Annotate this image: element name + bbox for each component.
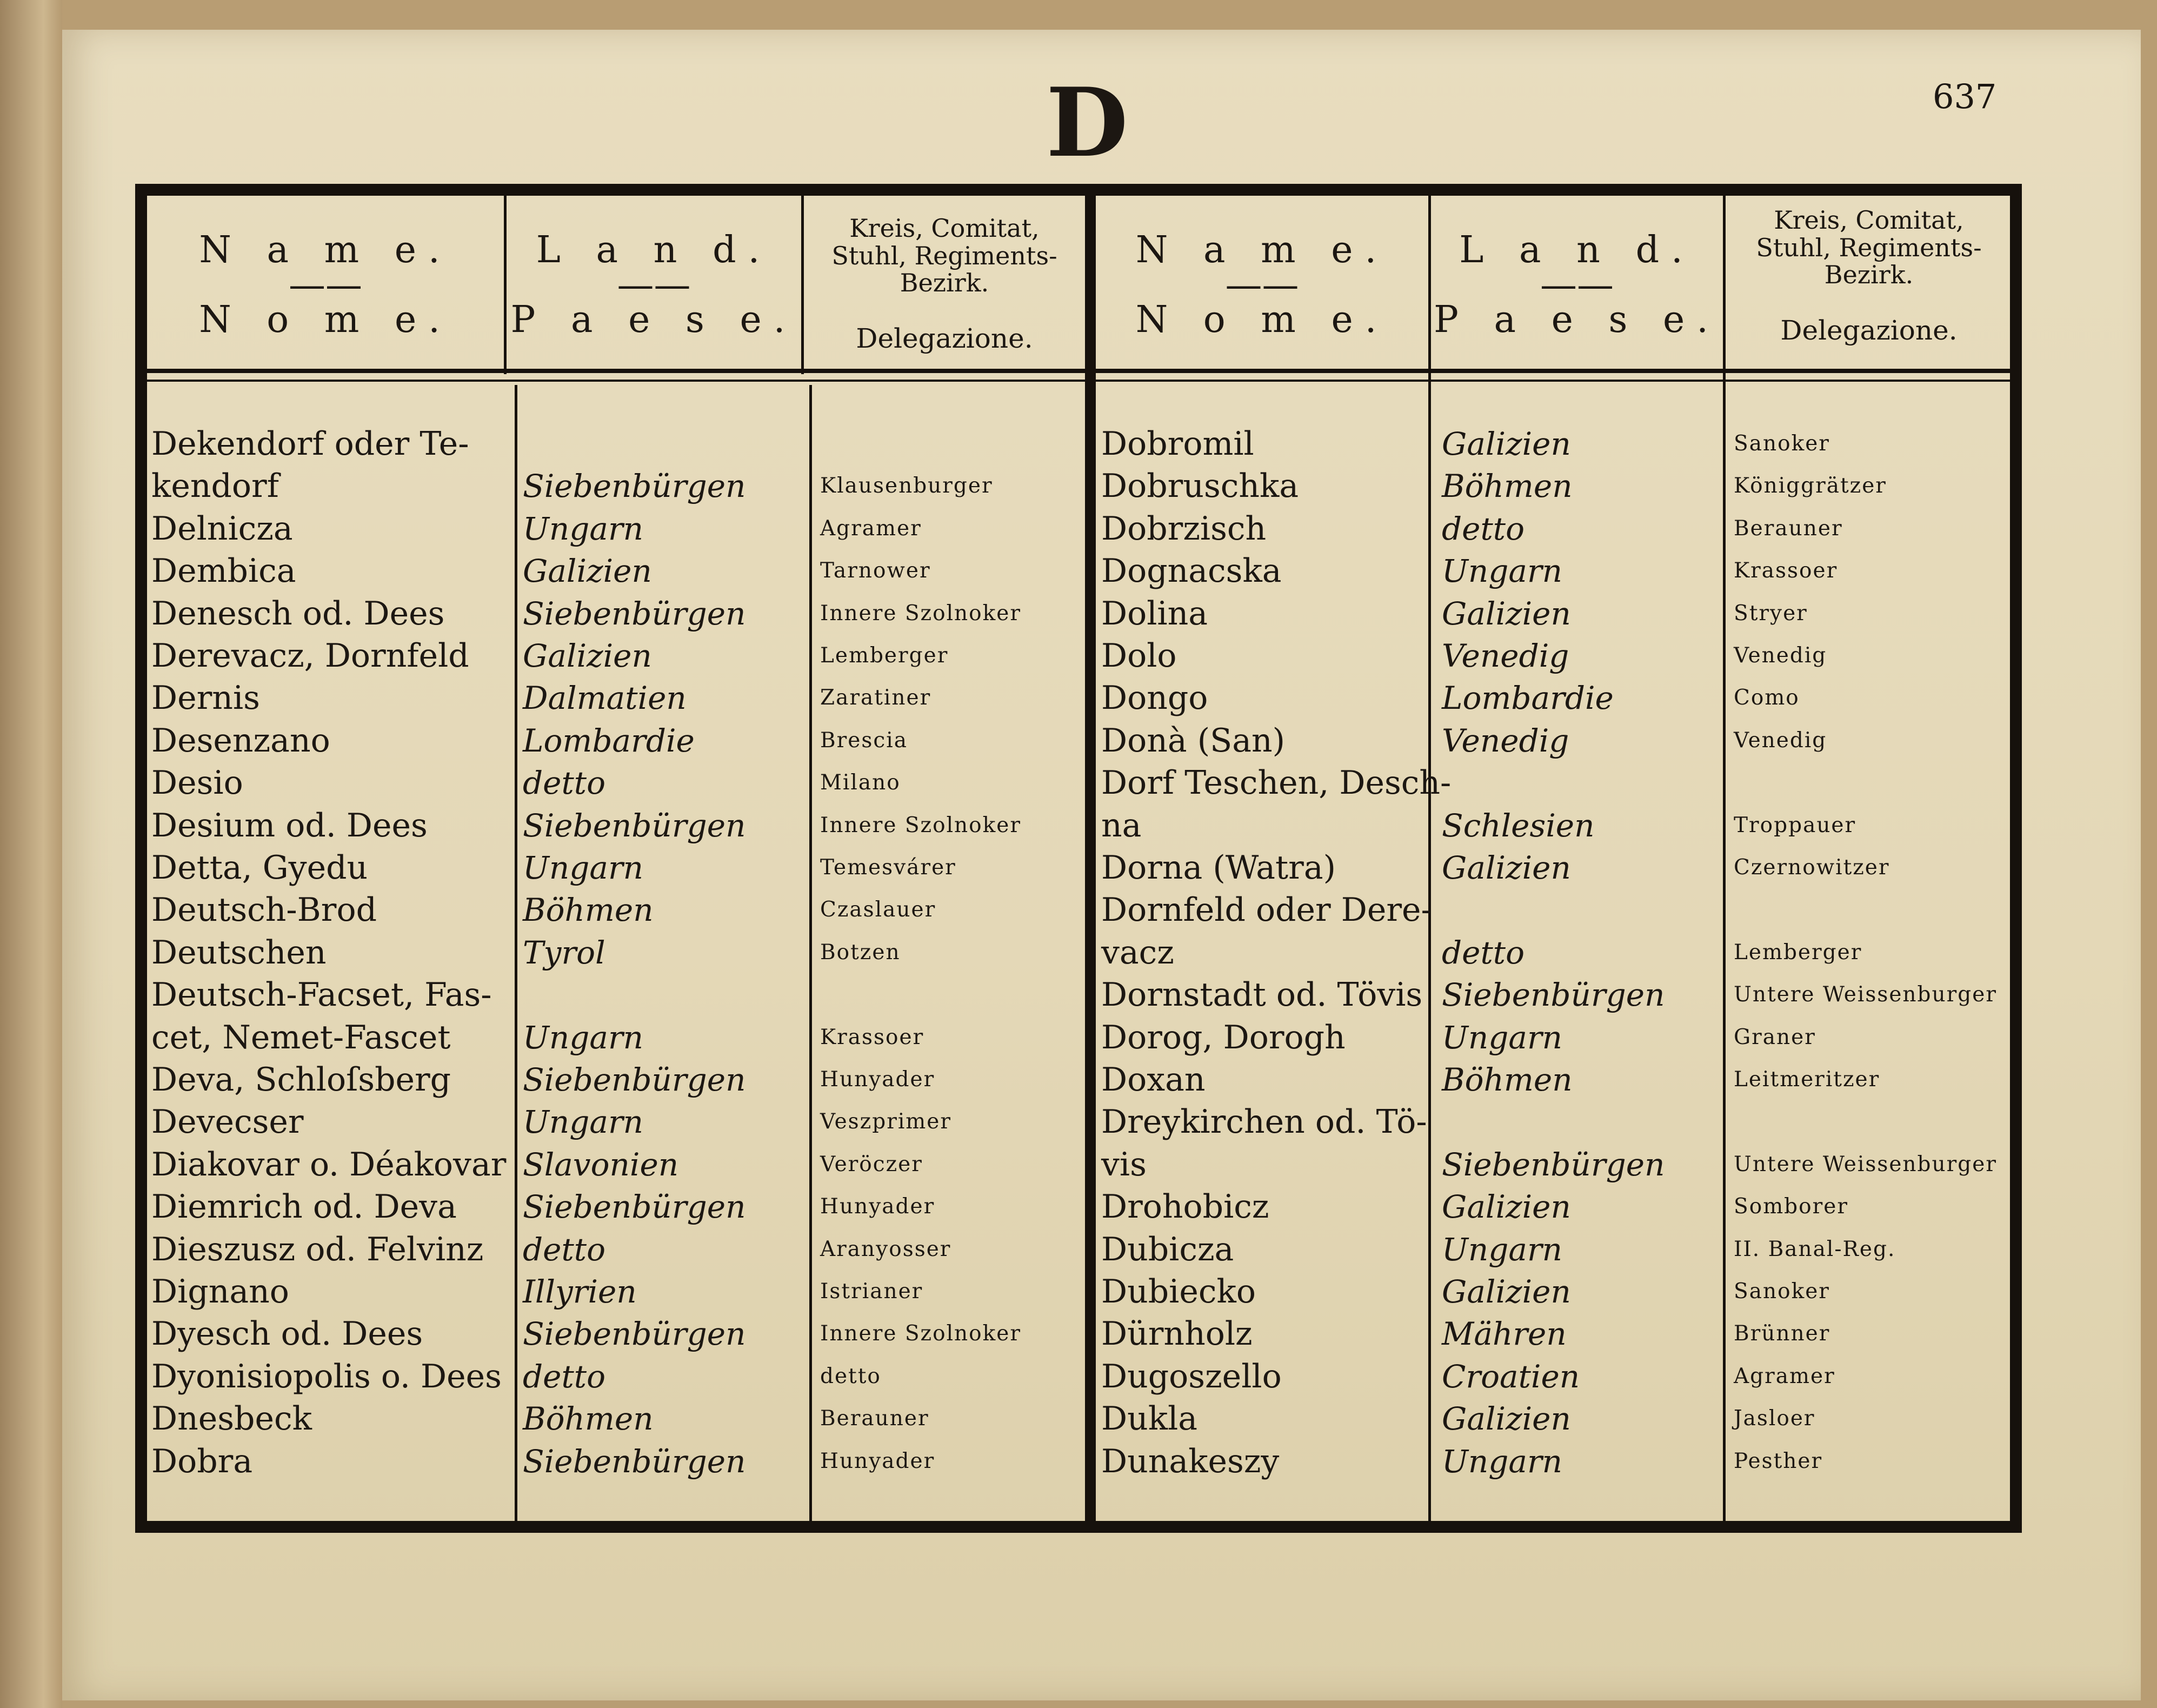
cell-kreis: Untere Weissenburger <box>1734 1152 1997 1177</box>
table-row <box>147 1228 2010 1271</box>
cell-name: Dobrzisch <box>1101 509 1267 548</box>
cell-land: Tyrol <box>523 934 605 971</box>
cell-land: Galizien <box>1442 849 1571 886</box>
cell-name: Desio <box>151 764 243 802</box>
cell-land: Croatien <box>1442 1358 1580 1395</box>
cell-land: Siebenbürgen <box>523 1061 746 1098</box>
cell-kreis: Temesvárer <box>820 855 956 880</box>
cell-kreis: Istrianer <box>820 1279 923 1304</box>
table-row <box>147 1059 2010 1101</box>
header-name <box>1096 228 1428 342</box>
header-dash: —— <box>1540 263 1614 307</box>
table-row <box>147 508 2010 550</box>
cell-name: Dorna (Watra) <box>1101 849 1336 887</box>
cell-kreis: Krassoer <box>1734 559 1838 583</box>
cell-name: vis <box>1101 1145 1147 1184</box>
header-kreis-line3: Bezirk. <box>1824 260 1914 290</box>
table-row <box>147 593 2010 635</box>
cell-land: Ungarn <box>523 510 644 547</box>
cell-name: Dorog, Dorogh <box>1101 1018 1346 1056</box>
cell-land: Galizien <box>523 553 652 590</box>
cell-name: Dongo <box>1101 679 1208 717</box>
cell-name: Dobra <box>151 1442 253 1480</box>
table-row <box>147 1144 2010 1186</box>
cell-kreis: Sanoker <box>1734 1279 1830 1304</box>
header-name-it: N o m e. <box>1135 298 1389 342</box>
cell-kreis: Innere Szolnoker <box>820 601 1022 626</box>
cell-kreis: Hunyader <box>820 1194 935 1219</box>
cell-name: Detta, Gyedu <box>151 849 368 887</box>
cell-name: Denesch od. Dees <box>151 594 445 633</box>
table-row <box>147 1313 2010 1355</box>
header-kreis-line1: Kreis, Comitat, <box>849 214 1040 243</box>
header-dash: —— <box>617 263 691 307</box>
header-land-de: L a n d. <box>1459 229 1695 271</box>
table-row <box>147 1186 2010 1228</box>
table-row <box>147 423 2010 465</box>
table-row <box>147 847 2010 889</box>
header-name <box>147 228 504 342</box>
header-kreis-it: Delegazione. <box>1780 314 1958 346</box>
cell-kreis: Venedig <box>1734 643 1827 668</box>
cell-land: detto <box>1442 934 1524 971</box>
header-kreis-line2: Stuhl, Regiments- <box>1756 232 1982 262</box>
cell-kreis: Zaratiner <box>820 686 931 710</box>
cell-land: Siebenbürgen <box>523 1443 746 1480</box>
cell-land: Lombardie <box>1442 680 1614 717</box>
cell-name: Donà (San) <box>1101 721 1286 760</box>
cell-kreis: Czernowitzer <box>1734 855 1890 880</box>
table-row <box>147 465 2010 507</box>
cell-kreis: Aranyosser <box>820 1237 951 1261</box>
cell-name: na <box>1101 806 1142 845</box>
table-row <box>147 889 2010 931</box>
cell-kreis: Berauner <box>820 1406 929 1431</box>
cell-land: Galizien <box>1442 1188 1571 1226</box>
cell-kreis: Jasloer <box>1734 1406 1815 1431</box>
cell-name: Dubiecko <box>1101 1273 1256 1311</box>
table-row <box>147 677 2010 719</box>
cell-kreis: Leitmeritzer <box>1734 1067 1880 1092</box>
cell-name: Deutsch-Facset, Fas- <box>151 976 492 1014</box>
cell-land: Siebenbürgen <box>523 1188 746 1226</box>
cell-name: Diemrich od. Deva <box>151 1188 457 1226</box>
cell-kreis: Milano <box>820 770 901 795</box>
header-kreis-line3: Bezirk. <box>900 268 989 298</box>
table-row <box>147 974 2010 1016</box>
table-row <box>147 762 2010 804</box>
cell-name: Deva, Schloſsberg <box>151 1061 451 1099</box>
cell-land: detto <box>523 1231 605 1268</box>
cell-name: Dieszusz od. Felvinz <box>151 1230 484 1268</box>
cell-land: Galizien <box>1442 1400 1571 1438</box>
cell-name: Dunakeszy <box>1101 1442 1280 1480</box>
cell-kreis: Venedig <box>1734 728 1827 753</box>
cell-land: Slavonien <box>523 1146 679 1183</box>
cell-kreis: Como <box>1734 686 1800 710</box>
header-dash: —— <box>1225 263 1299 307</box>
cell-land: Siebenbürgen <box>1442 1146 1665 1183</box>
cell-kreis: Krassoer <box>820 1025 924 1049</box>
cell-land: Ungarn <box>523 849 644 886</box>
cell-name: Dornfeld oder Dere- <box>1101 891 1432 929</box>
cell-land: Schlesien <box>1442 807 1595 844</box>
cell-kreis: Graner <box>1734 1025 1816 1049</box>
cell-land: Galizien <box>1442 426 1571 462</box>
cell-kreis: Troppauer <box>1734 813 1856 838</box>
table-row <box>147 1101 2010 1143</box>
cell-land: detto <box>523 765 605 802</box>
header-land-it: P a e s e. <box>510 298 797 342</box>
cell-name: Dembica <box>151 552 296 590</box>
page-number: 637 <box>1933 77 1997 116</box>
table-row <box>147 805 2010 847</box>
section-letter: D <box>1046 68 1128 178</box>
cell-name: Deutschen <box>151 933 327 972</box>
header-land-de: L a n d. <box>536 229 772 271</box>
cell-land: Illyrien <box>523 1273 637 1310</box>
header-name-de: N a m e. <box>199 229 452 271</box>
cell-land: Dalmatien <box>523 680 687 717</box>
cell-name: Dürnholz <box>1101 1315 1253 1353</box>
cell-name: Dyonisiopolis o. Dees <box>151 1357 502 1395</box>
cell-land: Böhmen <box>523 1400 654 1438</box>
cell-kreis: Berauner <box>1734 516 1843 541</box>
cell-kreis: detto <box>820 1364 881 1388</box>
cell-name: Dreykirchen od. Tö- <box>1101 1103 1427 1141</box>
cell-name: Dorf Teschen, Desch- <box>1101 764 1452 802</box>
cell-land: Ungarn <box>1442 553 1563 590</box>
table-row <box>147 720 2010 762</box>
cell-kreis: Brescia <box>820 728 908 753</box>
cell-land: Siebenbürgen <box>523 807 746 844</box>
cell-land: Siebenbürgen <box>523 468 746 505</box>
cell-name: Derevacz, Dornfeld <box>151 637 469 675</box>
cell-name: Dekendorf oder Te- <box>151 425 469 463</box>
cell-kreis: Sanoker <box>1734 431 1830 456</box>
cell-land: Ungarn <box>1442 1019 1563 1056</box>
table-row <box>147 1440 2010 1483</box>
cell-land: Venedig <box>1442 637 1569 674</box>
cell-kreis: Tarnower <box>820 559 931 583</box>
table-row <box>147 932 2010 974</box>
header-kreis <box>804 215 1085 354</box>
cell-kreis: Veröczer <box>820 1152 923 1177</box>
book-spine <box>0 0 62 1708</box>
cell-name: Dugoszello <box>1101 1357 1282 1395</box>
header-name-de: N a m e. <box>1135 229 1389 271</box>
cell-land: detto <box>1442 510 1524 547</box>
cell-kreis: Agramer <box>1734 1364 1835 1388</box>
cell-land: Ungarn <box>1442 1443 1563 1480</box>
cell-land: Siebenbürgen <box>523 1315 746 1353</box>
cell-name: Desenzano <box>151 721 330 760</box>
header-land <box>1431 228 1723 342</box>
cell-land: Mähren <box>1442 1315 1567 1353</box>
cell-kreis: Brünner <box>1734 1321 1830 1346</box>
header-dash: —— <box>289 263 362 307</box>
cell-land: Venedig <box>1442 722 1569 759</box>
cell-name: cet, Nemet-Fascet <box>151 1018 451 1056</box>
cell-name: Dobromil <box>1101 425 1254 463</box>
cell-name: Dubicza <box>1101 1230 1234 1268</box>
cell-land: Galizien <box>523 637 652 674</box>
header-rule <box>147 369 2010 373</box>
header-name-it: N o m e. <box>199 298 452 342</box>
cell-land: Böhmen <box>1442 468 1573 505</box>
cell-kreis: Innere Szolnoker <box>820 813 1022 838</box>
cell-kreis: Lemberger <box>820 643 949 668</box>
cell-kreis: Lemberger <box>1734 940 1862 965</box>
cell-kreis: Klausenburger <box>820 474 993 499</box>
cell-kreis: Pesther <box>1734 1448 1823 1473</box>
cell-land: detto <box>523 1358 605 1395</box>
cell-kreis: Veszprimer <box>820 1109 952 1134</box>
cell-name: Desium od. Dees <box>151 806 428 845</box>
cell-name: Dignano <box>151 1273 289 1311</box>
cell-kreis: Czaslauer <box>820 898 936 922</box>
table-row <box>147 1271 2010 1313</box>
cell-name: Dognacska <box>1101 552 1282 590</box>
header-kreis <box>1726 207 2012 345</box>
cell-name: Devecser <box>151 1103 304 1141</box>
cell-name: Dolo <box>1101 637 1177 675</box>
cell-land: Ungarn <box>523 1019 644 1056</box>
gazetteer-table <box>135 184 2022 1533</box>
cell-kreis: Somborer <box>1734 1194 1848 1219</box>
cell-name: vacz <box>1101 933 1174 972</box>
table-row <box>147 550 2010 592</box>
cell-land: Böhmen <box>1442 1061 1573 1098</box>
cell-name: Drohobicz <box>1101 1188 1269 1226</box>
cell-kreis: Untere Weissenburger <box>1734 982 1997 1007</box>
cell-name: Doxan <box>1101 1061 1206 1099</box>
header-land-it: P a e s e. <box>1434 298 1720 342</box>
cell-name: Dnesbeck <box>151 1400 312 1438</box>
cell-name: Deutsch-Brod <box>151 891 377 929</box>
cell-land: Ungarn <box>1442 1231 1563 1268</box>
header-kreis-line1: Kreis, Comitat, <box>1774 205 1964 235</box>
header-kreis-line2: Stuhl, Regiments- <box>831 241 1057 270</box>
cell-land: Siebenbürgen <box>1442 976 1665 1014</box>
cell-name: Dernis <box>151 679 260 717</box>
cell-land: Lombardie <box>523 722 695 759</box>
header-rule-thin <box>147 380 2010 382</box>
cell-kreis: Hunyader <box>820 1448 935 1473</box>
cell-name: kendorf <box>151 467 279 506</box>
cell-kreis: Stryer <box>1734 601 1808 626</box>
table-row <box>147 1355 2010 1398</box>
cell-name: Dyesch od. Dees <box>151 1315 423 1353</box>
cell-kreis: Innere Szolnoker <box>820 1321 1022 1346</box>
cell-name: Dobruschka <box>1101 467 1299 506</box>
cell-name: Dukla <box>1101 1400 1198 1438</box>
cell-name: Dolina <box>1101 594 1208 633</box>
cell-kreis: Hunyader <box>820 1067 935 1092</box>
cell-kreis: II. Banal-Reg. <box>1734 1237 1896 1261</box>
table-row <box>147 1016 2010 1059</box>
table-row <box>147 1398 2010 1440</box>
cell-land: Siebenbürgen <box>523 595 746 632</box>
header-land <box>507 228 801 342</box>
cell-name: Delnicza <box>151 509 293 548</box>
cell-kreis: Agramer <box>820 516 922 541</box>
header-kreis-it: Delegazione. <box>856 322 1033 354</box>
cell-kreis: Königgrätzer <box>1734 474 1887 499</box>
cell-name: Dornstadt od. Tövis <box>1101 976 1423 1014</box>
cell-land: Galizien <box>1442 595 1571 632</box>
table-row <box>147 635 2010 677</box>
cell-kreis: Botzen <box>820 940 901 965</box>
cell-name: Diakovar o. Déakovar <box>151 1145 507 1184</box>
cell-land: Galizien <box>1442 1273 1571 1310</box>
cell-land: Böhmen <box>523 892 654 929</box>
cell-land: Ungarn <box>523 1104 644 1141</box>
